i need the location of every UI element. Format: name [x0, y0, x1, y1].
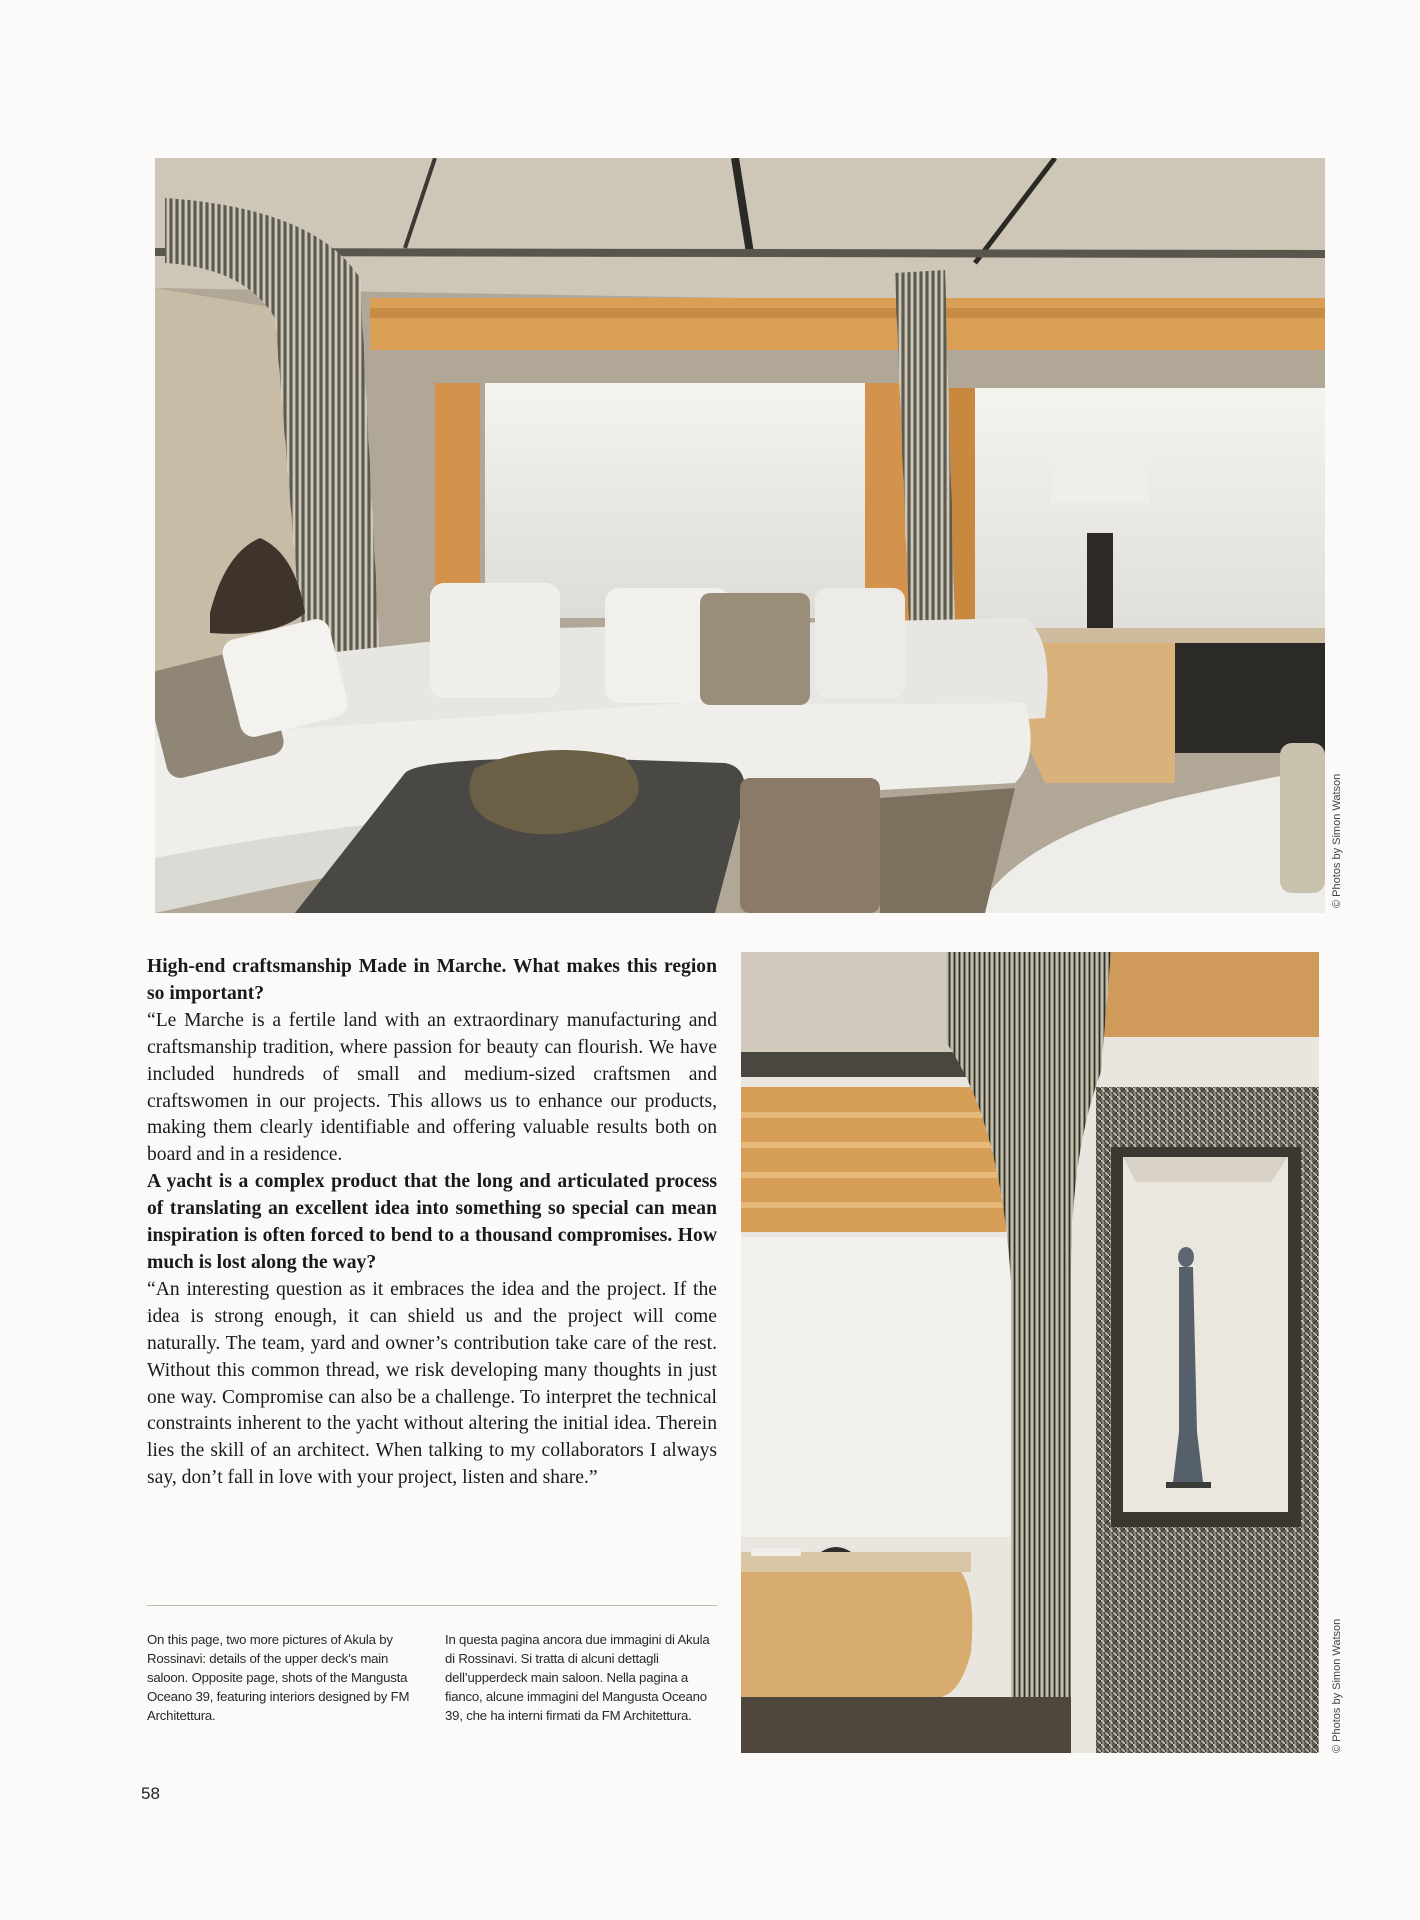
caption-italian: In questa pagina ancora due immagini di Akula di Rossinavi. Si tratta di alcuni dettagli dell’upperdeck main saloon. Nella pagina a fianco, alcune immagini del Mangusta Oceano 39, che ha interni firmati da FM Architettura.: [445, 1632, 710, 1723]
page-number: 58: [141, 1784, 160, 1803]
article-body: [147, 954, 717, 1492]
caption-english: On this page, two more pictures of Akula by Rossinavi: details of the upper deck’s main saloon. Opposite page, shots of the Mangusta Oceano 39, featuring interiors designed by FM Architettura.: [147, 1632, 410, 1723]
question-1: High-end craftsmanship Made in Marche. What makes this region so important?: [147, 956, 717, 1004]
caption-divider: [147, 1605, 717, 1606]
answer-1: “Le Marche is a fertile land with an extraordinary manufacturing and craftsmanship tradition, where passion for beauty can flourish. We have included hundreds of small and medium-sized craftsmen and craftswomen in our projects. This allows us to enhance our products, making them clearly identifiable and offering valuable results both on board and in a residence.: [147, 1009, 717, 1166]
top-photo-credit: © Photos by Simon Watson: [1331, 773, 1343, 908]
question-2: A yacht is a complex product that the long and articulated process of translating an excellent idea into something so special can mean inspiration is often forced to bend to a thousand compromises. How much is lost along the way?: [147, 1171, 717, 1273]
bottom-photo-credit: © Photos by Simon Watson: [1331, 1618, 1343, 1753]
saloon-photo: [155, 158, 1325, 913]
answer-2: “An interesting question as it embraces the idea and the project. If the idea is strong enough, it can shield us and the project will come naturally. The team, yard and owner’s contribution take care of the rest. Without this common thread, we risk developing many thoughts in just one way. Compromise can also be a challenge. To interpret the technical constraints inherent to the yacht without altering the initial idea. Therein lies the skill of an architect. When talking to my collaborators I always say, don’t fall in love with your project, listen and share.”: [147, 1278, 717, 1489]
niche-photo: [741, 952, 1319, 1753]
